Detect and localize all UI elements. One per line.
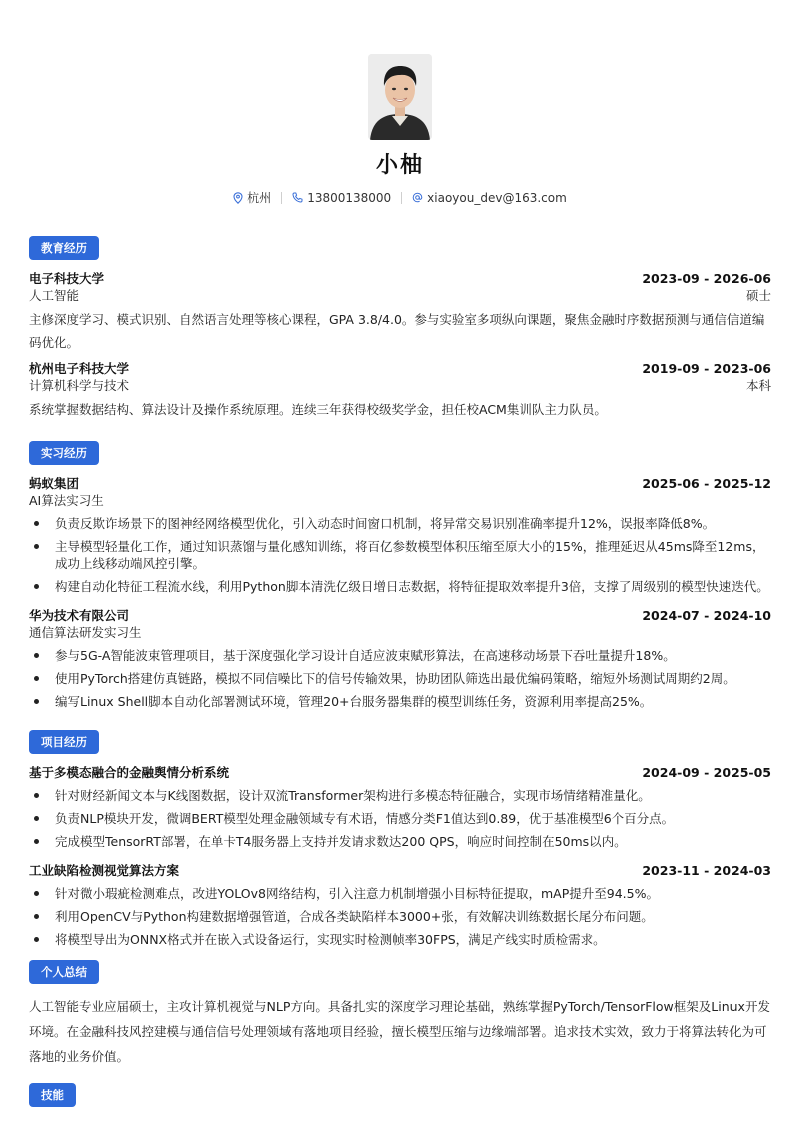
- section-projects: [29, 716, 771, 948]
- project-header-row: [29, 862, 771, 879]
- at-sign-icon: [412, 192, 423, 203]
- company-name: 华为技术有限公司: [29, 608, 130, 623]
- map-pin-icon: [233, 192, 243, 204]
- section-title-projects: 项目经历: [29, 730, 99, 754]
- phone-text: 13800138000: [307, 190, 392, 205]
- phone-icon: [292, 192, 303, 203]
- section-title-internship: 实习经历: [29, 441, 99, 465]
- list-item: 主导模型轻量化工作，通过知识蒸馏与量化感知训练，将百亿参数模型体积压缩至原大小的15%，推理延迟从45ms降至12ms，成功上线移动端风控引擎。: [29, 538, 771, 572]
- education-entry: [29, 270, 771, 354]
- project-date: 2024-09 - 2025-05: [642, 765, 771, 780]
- internship-bullets: [29, 515, 771, 595]
- contact-location: [223, 189, 281, 206]
- education-description: 系统掌握数据结构、算法设计及操作系统原理。连续三年获得校级奖学金，担任校ACM集训队主力队员。: [29, 402, 607, 417]
- section-title-education: 教育经历: [29, 236, 99, 260]
- project-date: 2023-11 - 2024-03: [642, 863, 771, 878]
- candidate-name: 小柚: [375, 153, 424, 178]
- internship-header-row: [29, 475, 771, 492]
- education-date: 2019-09 - 2023-06: [642, 361, 771, 376]
- internship-entry: [29, 607, 771, 710]
- list-item: 构建自动化特征工程流水线，利用Python脚本清洗亿级日增日志数据，将特征提取效率提升3倍，支撑了周级别的模型快速迭代。: [29, 578, 771, 595]
- project-entry: [29, 862, 771, 948]
- education-date: 2023-09 - 2026-06: [642, 271, 771, 286]
- list-item: 编写Linux Shell脚本自动化部署测试环境，管理20+台服务器集群的模型训练任务，资源利用率提高25%。: [29, 693, 771, 710]
- list-item: 参与5G-A智能波束管理项目，基于深度强化学习设计自适应波束赋形算法，在高速移动场景下吞吐量提升18%。: [29, 647, 771, 664]
- list-item: 针对财经新闻文本与K线图数据，设计双流Transformer架构进行多模态特征融合，实现市场情绪精准量化。: [29, 787, 771, 804]
- section-title-skills: 技能: [29, 1083, 76, 1107]
- major: 人工智能: [29, 288, 80, 303]
- list-item: 使用PyTorch搭建仿真链路，模拟不同信噪比下的信号传输效果，协助团队筛选出最优编码策略，缩短外场测试周期约2周。: [29, 670, 771, 687]
- project-name: 基于多模态融合的金融舆情分析系统: [29, 765, 230, 780]
- education-header-row: [29, 270, 771, 287]
- location-text: 杭州: [247, 191, 272, 205]
- project-bullets: [29, 787, 771, 850]
- education-entry: [29, 360, 771, 421]
- internship-bullets: [29, 647, 771, 710]
- resume-header: [0, 0, 800, 206]
- project-name: 工业缺陷检测视觉算法方案: [29, 863, 180, 878]
- email-text: xiaoyou_dev@163.com: [427, 190, 567, 205]
- project-header-row: [29, 764, 771, 781]
- contact-bar: [0, 189, 800, 206]
- internship-header-row: [29, 607, 771, 624]
- list-item: 利用OpenCV与Python构建数据增强管道，合成各类缺陷样本3000+张，有效解决训练数据长尾分布问题。: [29, 908, 771, 925]
- section-internship: [29, 427, 771, 710]
- job-role: 通信算法研发实习生: [29, 625, 142, 640]
- school-name: 杭州电子科技大学: [29, 361, 130, 376]
- list-item: 将模型导出为ONNX格式并在嵌入式设备运行，实现实时检测帧率30FPS，满足产线实时质检需求。: [29, 931, 771, 948]
- list-item: 负责NLP模块开发，微调BERT模型处理金融领域专有术语，情感分类F1值达到0.89，优于基准模型6个百分点。: [29, 810, 771, 827]
- avatar: [368, 54, 432, 140]
- degree: 硕士: [745, 288, 771, 303]
- avatar-photo: [368, 54, 432, 140]
- section-summary: [29, 954, 771, 1069]
- project-bullets: [29, 885, 771, 948]
- list-item: 负责反欺诈场景下的图神经网络模型优化，引入动态时间窗口机制，将异常交易识别准确率提升12%，误报率降低8%。: [29, 515, 771, 532]
- section-title-summary: 个人总结: [29, 960, 99, 984]
- degree: 本科: [745, 378, 771, 393]
- contact-email: [402, 191, 577, 205]
- internship-date: 2024-07 - 2024-10: [642, 608, 771, 623]
- section-skills: [29, 1069, 771, 1117]
- internship-sub-row: [29, 492, 771, 509]
- internship-date: 2025-06 - 2025-12: [642, 476, 771, 491]
- education-sub-row: [29, 287, 771, 304]
- project-entry: [29, 764, 771, 850]
- company-name: 蚂蚁集团: [29, 476, 80, 491]
- job-role: AI算法实习生: [29, 493, 104, 508]
- summary-text: 人工智能专业应届硕士，主攻计算机视觉与NLP方向。具备扎实的深度学习理论基础，熟练掌握PyTorch/TensorFlow框架及Linux开发环境。在金融科技风控建模与通信信号处理领域有落地项目经验，擅长模型压缩与边缘端部署。追求技术实效，致力于将算法转化为可落地的业务价值。: [29, 999, 770, 1064]
- list-item: 针对微小瑕疵检测难点，改进YOLOv8网络结构，引入注意力机制增强小目标特征提取，mAP提升至94.5%。: [29, 885, 771, 902]
- internship-entry: [29, 475, 771, 595]
- list-item: 完成模型TensorRT部署，在单卡T4服务器上支持并发请求数达200 QPS，响应时间控制在50ms以内。: [29, 833, 771, 850]
- education-header-row: [29, 360, 771, 377]
- resume-body: [0, 222, 800, 1117]
- school-name: 电子科技大学: [29, 271, 105, 286]
- major: 计算机科学与技术: [29, 378, 130, 393]
- section-education: [29, 222, 771, 421]
- contact-phone: [282, 191, 401, 205]
- internship-sub-row: [29, 624, 771, 641]
- education-sub-row: [29, 377, 771, 394]
- education-description: 主修深度学习、模式识别、自然语言处理等核心课程，GPA 3.8/4.0。参与实验室多项纵向课题，聚焦金融时序数据预测与通信信道编码优化。: [29, 312, 765, 350]
